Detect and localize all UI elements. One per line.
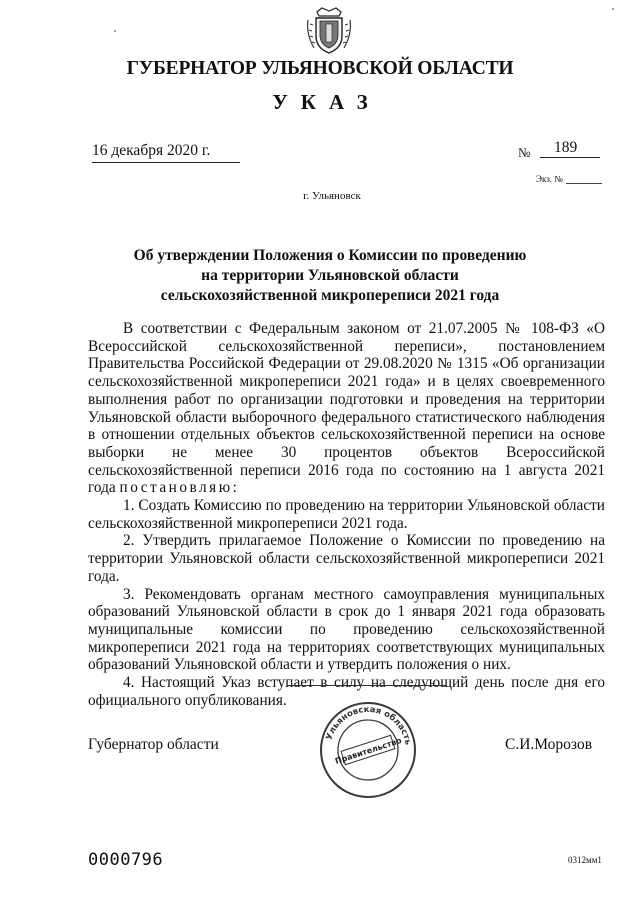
- copy-number-field: [566, 183, 602, 184]
- item-3: 3. Рекомендовать органам местного самоуправления муниципальных образований Ульяновской области в срок до 1 января 2021 года образовать муниципальные комиссии по проведению сельскохозяйственной микропереписи 2021 года на территориях соответствующих муниципальных образований Ульяновской области и утвердить положения о них.: [88, 585, 605, 674]
- item-1: 1. Создать Комиссию по проведению на территории Ульяновской области сельскохозяйственной микропереписи 2021 года.: [88, 497, 605, 532]
- document-type: УКАЗ: [272, 90, 381, 114]
- seal-center-text: Правительство: [333, 735, 403, 766]
- scan-speck: [114, 30, 116, 32]
- document-body: [88, 320, 605, 709]
- item-2: 2. Утвердить прилагаемое Положение о Комиссии по проведению на территории Ульяновской области сельскохозяйственной микропереписи 2021 года.: [88, 532, 605, 585]
- preamble-paragraph: [88, 320, 605, 497]
- official-seal: [318, 700, 418, 800]
- issuing-authority: ГУБЕРНАТОР УЛЬЯНОВСКОЙ ОБЛАСТИ: [126, 58, 514, 79]
- decree-word: постановляю:: [119, 479, 240, 497]
- copy-number-label: Экз. №: [536, 174, 563, 184]
- title-line-1: Об утверждении Положения о Комиссии по проведению: [133, 247, 527, 264]
- ulyanovsk-coat-of-arms-icon: [304, 4, 354, 56]
- scan-speck: [612, 8, 614, 10]
- seal-ring-text: Ульяновская область: [324, 704, 413, 746]
- document-date: 16 декабря 2020 г.: [92, 142, 240, 163]
- signatory-role: Губернатор области: [88, 736, 219, 753]
- document-title: [80, 246, 580, 306]
- form-code: 0312мм1: [568, 855, 602, 865]
- title-line-2: на территории Ульяновской области: [201, 267, 459, 284]
- item-4: 4. Настоящий Указ вступает в силу на следующий день после дня его официального опубликования.: [88, 674, 605, 709]
- text-end-line: [287, 685, 447, 686]
- number-label: №: [518, 145, 531, 160]
- document-number: 189: [540, 139, 600, 158]
- preamble-text: В соответствии с Федеральным законом от 21.07.2005 № 108-ФЗ «О Всероссийской сельскохозяйственной переписи», постановлением Правительства Российской Федерации от 29.08.2020 № 1315 «Об организации сельскохозяйственной микропереписи 2021 года» и в целях своевременного выполнения работ по организации подготовки и проведения на территории Ульяновской области выборочного федерального статистического наблюдения в отношении отдельных объектов сельскохозяйственной переписи на основе выборки не менее 30 процентов объектов Всероссийской сельскохозяйственной переписи 2016 года по состоянию на 1 августа 2021 года: [88, 320, 605, 497]
- signatory-name: С.И.Морозов: [505, 736, 593, 753]
- title-line-3: сельскохозяйственной микропереписи 2021 года: [160, 287, 500, 304]
- issue-city: г. Ульяновск: [303, 190, 361, 202]
- form-serial-number: 0000796: [88, 850, 164, 870]
